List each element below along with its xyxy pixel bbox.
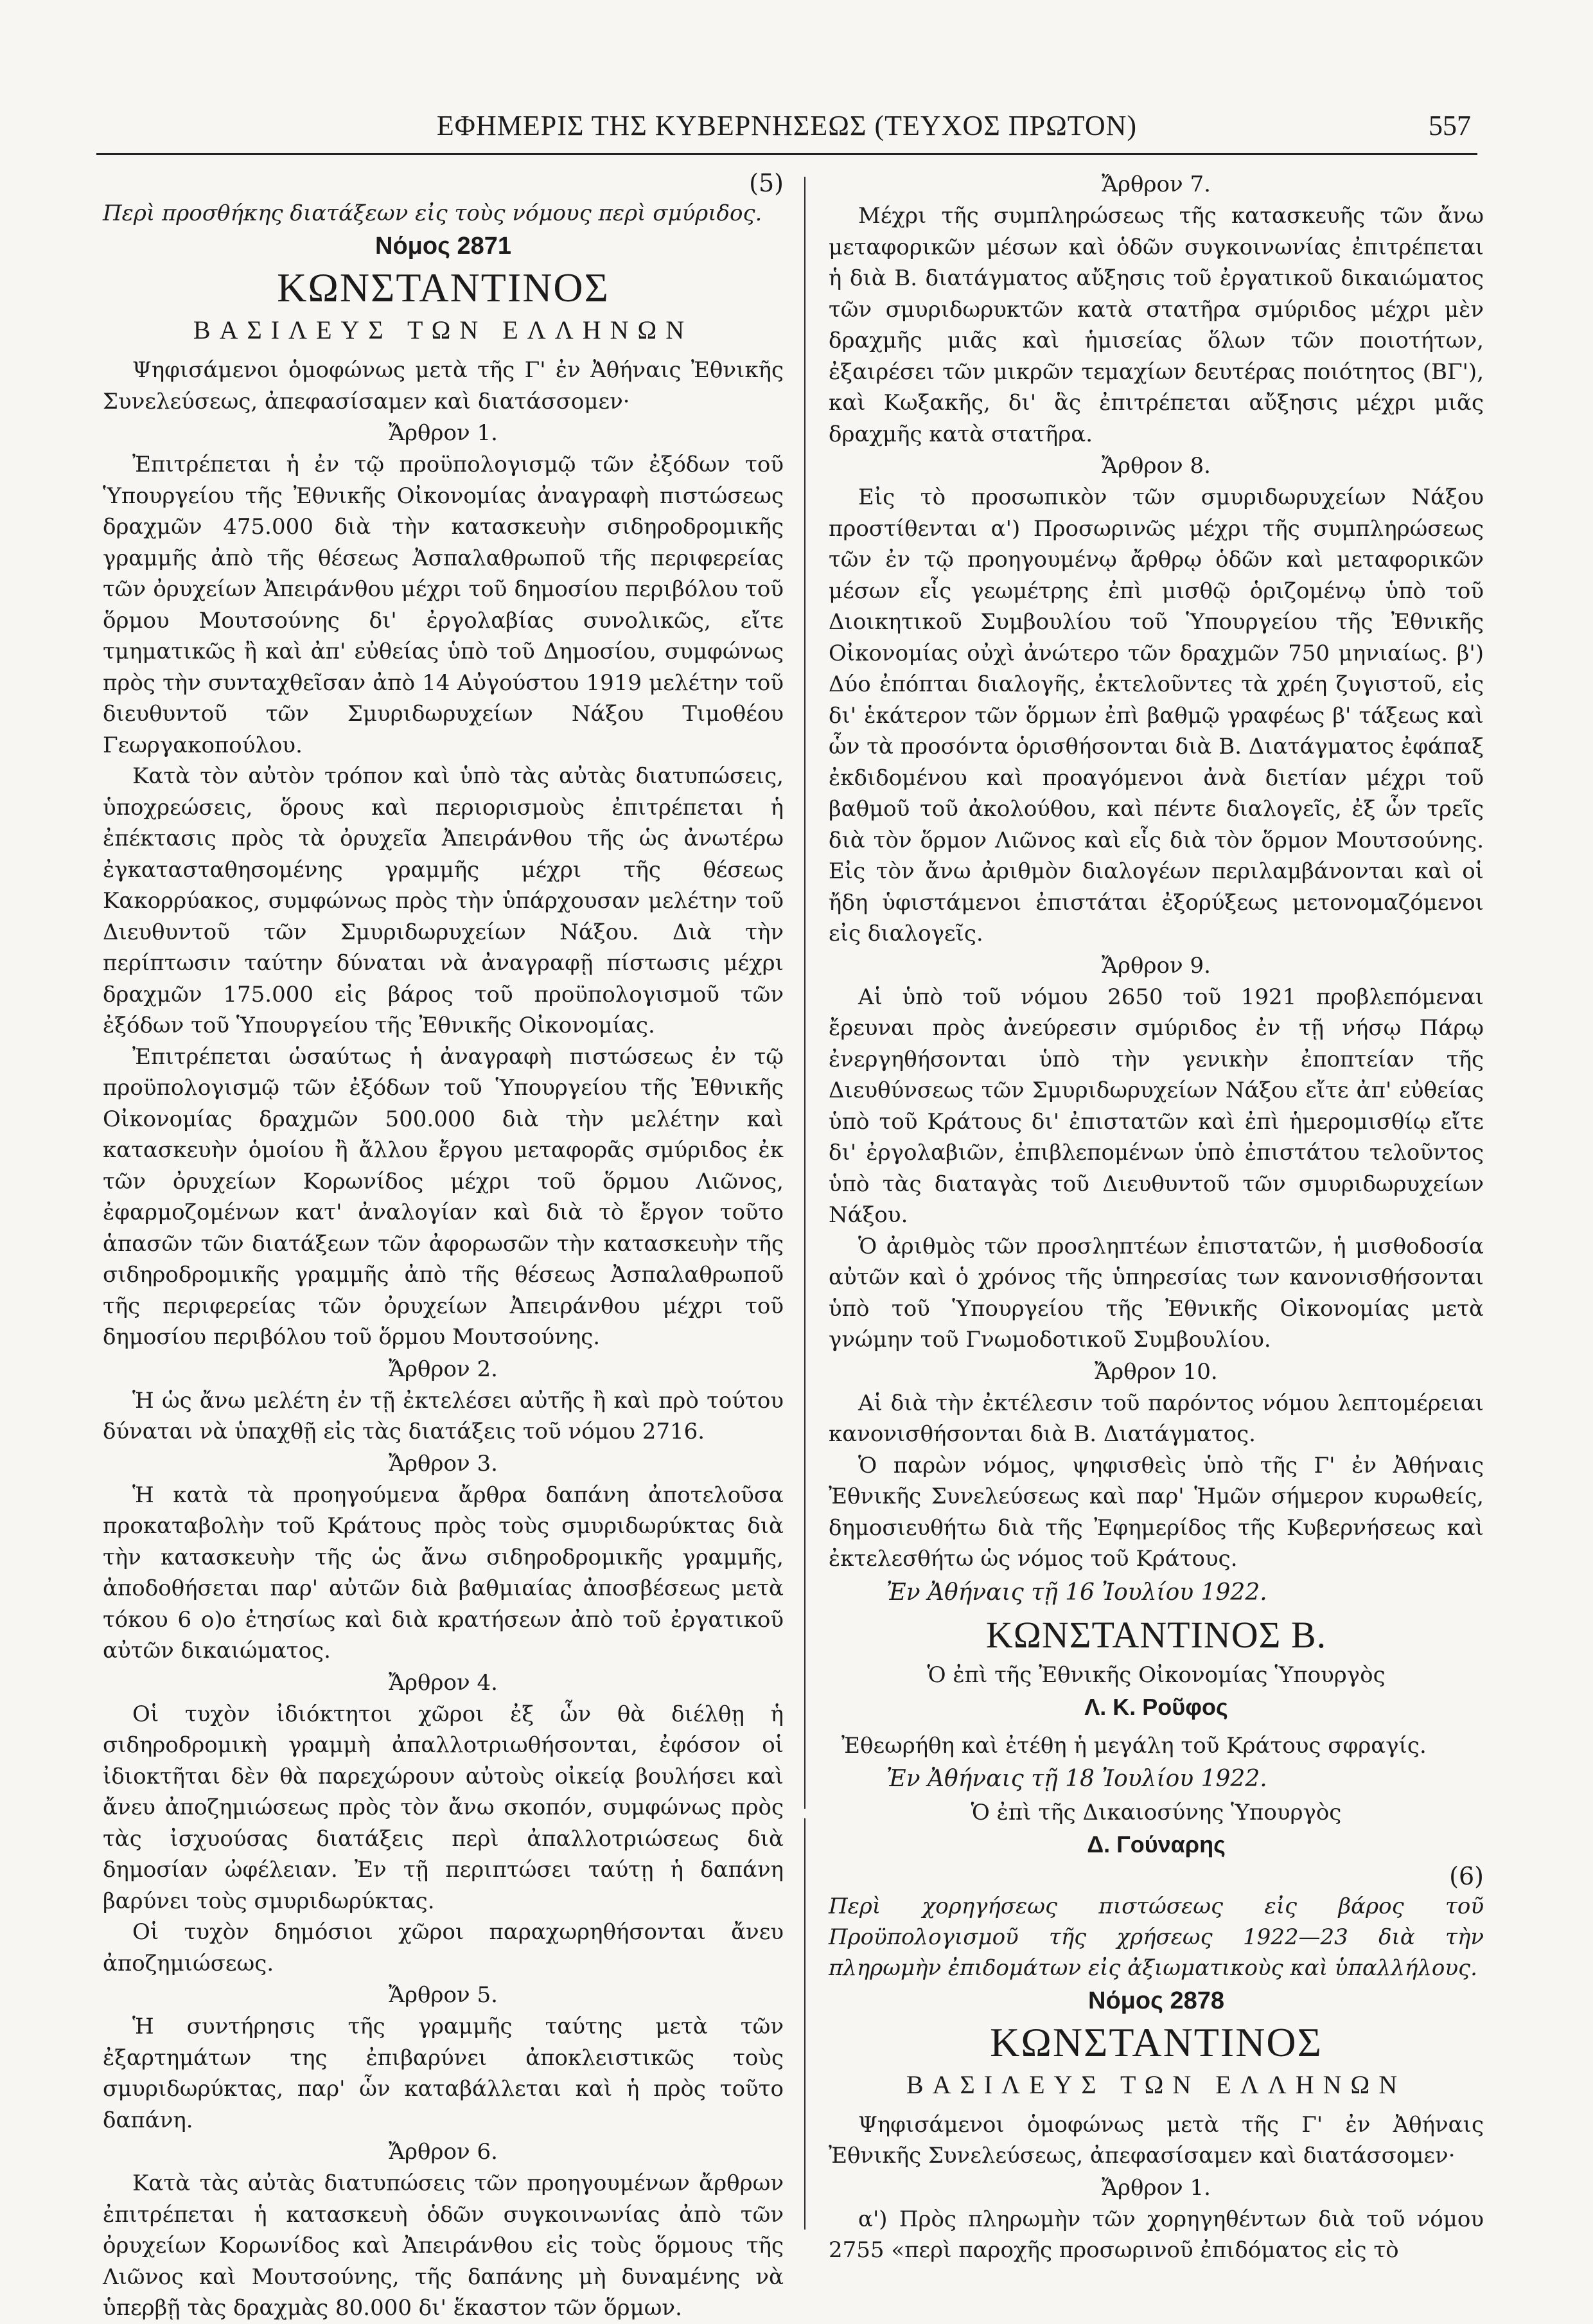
law-number: Νόμος 2871 — [375, 233, 511, 260]
column-divider — [804, 177, 805, 1809]
article-heading: Ἄρθρον 8. — [1102, 453, 1211, 479]
right-column — [829, 168, 1484, 2266]
preamble: Ψηφισάμενοι ὁμοφώνως μετὰ τῆς Γ' ἐν Ἀθήναις Ἐθνικῆς Συνελεύσεως, ἀπεφασίσαμεν καὶ διατάσσομεν· — [829, 2111, 1484, 2169]
signature-name: Λ. Κ. Ροῦφος — [1084, 1693, 1228, 1720]
header-rule — [96, 153, 1477, 155]
article-paragraph: Ἡ συντήρησις τῆς γραμμῆς ταύτης μετὰ τῶν ἐξαρτημάτων της ἐπιβαρύνει ἀποκλειστικῶς τοὺς σμυριδωρύκτας, παρ' ὧν καταβάλλεται καὶ ἡ πρὸς τοῦτο δαπάνη. — [103, 2014, 784, 2133]
king-name: ΚΩΝΣΤΑΝΤΙΝΟΣ — [990, 2019, 1323, 2065]
article-paragraph: Αἱ διὰ τὴν ἐκτέλεσιν τοῦ παρόντος νόμου λεπτομέρειαι κανονισθήσονται διὰ Β. Διατάγματος. — [829, 1390, 1484, 1447]
article-paragraph: Ἡ ὡς ἄνω μελέτη ἐν τῇ ἐκτελέσει αὐτῆς ἢ καὶ πρὸ τούτου δύναται νὰ ὑπαχθῇ εἰς τὰς διατάξεις τοῦ νόμου 2716. — [103, 1387, 784, 1444]
page-header — [103, 109, 1471, 148]
article-paragraph: Μέχρι τῆς συμπληρώσεως τῆς κατασκευῆς τῶν ἄνω μεταφορικῶν μέσων καὶ ὁδῶν συγκοινωνίας ἐπιτρέπεται ἡ διὰ Β. διατάγματος αὔξησις τοῦ ἐργατικοῦ δικαιώματος τῶν σμυριδωρυκτῶν κατὰ στατῆρα σμύριδος μέχρι μὲν δραχμῆς μιᾶς καὶ ἡμισείας ὅλων τῶν ποιοτήτων, ἐξαιρέσει τῶν μικρῶν τεμαχίων δευτέρας ποιότητος (ΒΓ'), καὶ Κωξακῆς, δι' ἃς ἐπιτρέπεται αὔξησις μέχρι μιᾶς δραχμῆς κατὰ στατῆρα. — [829, 203, 1484, 447]
article-paragraph: Οἱ τυχὸν δημόσιοι χῶροι παραχωρηθήσονται ἄνευ ἀποζημιώσεως. — [103, 1919, 784, 1976]
signature-name: Δ. Γούναρης — [1087, 1831, 1226, 1858]
column-divider-lower — [804, 1818, 805, 2230]
article-heading: Ἄρθρον 1. — [1102, 2174, 1211, 2201]
article-heading: Ἄρθρον 3. — [389, 1450, 498, 1477]
page-number: 557 — [1429, 110, 1471, 141]
article-heading: Ἄρθρον 1. — [389, 420, 498, 446]
decree-number: (6) — [1449, 1861, 1484, 1890]
seal-statement: Ἐθεωρήθη καὶ ἐτέθη ἡ μεγάλη τοῦ Κράτους σφραγίς. — [841, 1732, 1427, 1759]
article-paragraph: Ἐπιτρέπεται ὡσαύτως ἡ ἀναγραφὴ πιστώσεως ἐν τῷ προϋπολογισμῷ τῶν ἐξόδων τοῦ Ὑπουργείου τῆς Ἐθνικῆς Οἰκονομίας δραχμῶν 500.000 διὰ τὴν μελέτην καὶ κατασκευὴν ὁμοίου ἢ ἄλλου ἔργου μεταφορᾶς σμύριδος ἐκ τῶν ὀρυχείων Κορωνίδος μέχρι τοῦ ὅρμου Λιῶνος, ἐφαρμοζομένων κατ' ἀναλογίαν καὶ διὰ τὸ ἔργον τοῦτο ἁπασῶν τῶν διατάξεων τῶν ἀφορωσῶν τὴν κατασκευὴν τῆς σιδηροδρομικῆς γραμμῆς ἀπὸ τῆς θέσεως Ἀσπαλαθρωποῦ τῆς περιφερείας τῶν ὀρυχείων Ἀπειράνθου μέχρι τοῦ δημοσίου περιβόλου τοῦ ὅρμου Μουτσούνης. — [103, 1043, 784, 1350]
article-paragraph: Εἰς τὸ προσωπικὸν τῶν σμυριδωρυχείων Νάξου προστίθενται α') Προσωρινῶς μέχρι τῆς συμπληρώσεως τῶν ἐν τῷ προηγουμένῳ ἄρθρῳ ὁδῶν καὶ μεταφορικῶν μέσων εἷς γεωμέτρης ἐπὶ μισθῷ ὁριζομένῳ ὑπὸ τοῦ Διοικητικοῦ Συμβουλίου τοῦ Ὑπουργείου τῆς Ἐθνικῆς Οἰκονομίας οὐχὶ ἀνώτερο τῶν δραχμῶν 750 μηνιαίως. β') Δύο ἐπόπται διαλογῆς, ἐκτελοῦντες τὰ χρέη ζυγιστοῦ, εἰς δι' ἑκάτερον τῶν ὅρμων ἐπὶ βαθμῷ γραφέως β' τάξεως καὶ ὧν τὰ προσόντα ὁρισθήσονται διὰ Β. Διατάγματος ἐφάπαξ ἐκδιδομένου καὶ προαγόμενοι ἀνὰ διετίαν μέχρι τοῦ βαθμοῦ τοῦ ἀκολούθου, καὶ πέντε διαλογεῖς, ἐξ ὧν τρεῖς διὰ τὸν ὅρμον Λιῶνος καὶ εἷς διὰ τὸν ὅρμον Μουτσούνης. Εἰς τὸν ἄνω ἀριθμὸν διαλογέων περιλαμβάνονται καὶ οἱ ἤδη ὑφιστάμενοι ἐπιστάται ἐξορύξεως μετονομαζόμενοι εἰς διαλογεῖς. — [829, 484, 1484, 946]
article-paragraph: Κατὰ τὸν αὐτὸν τρόπον καὶ ὑπὸ τὰς αὐτὰς διατυπώσεις, ὑποχρεώσεις, ὅρους καὶ περιορισμοὺς ἐπιτρέπεται ἡ ἐπέκτασις πρὸς τὰ ὀρυχεῖα Ἀπειράνθου τῆς ὡς ἀνωτέρω ἐγκατασταθησομένης γραμμῆς μέχρι τῆς θέσεως Κακορρύακος, συμφώνως πρὸς τὴν ὑπάρχουσαν μελέτην τοῦ Διευθυντοῦ τῶν Σμυριδωρυχείων Νάξου. Διὰ τὴν περίπτωσιν ταύτην δύναται νὰ ἀναγραφῇ πίστωσις μέχρι δραχμῶν 175.000 εἰς βάρος τοῦ προϋπολογισμοῦ τῶν ἐξόδων τοῦ Ὑπουργείου τῆς Ἐθνικῆς Οἰκονομίας. — [103, 763, 784, 1038]
signature-king: ΚΩΝΣΤΑΝΤΙΝΟΣ Β. — [985, 1613, 1327, 1656]
article-paragraph: Κατὰ τὰς αὐτὰς διατυπώσεις τῶν προηγουμένων ἄρθρων ἐπιτρέπεται ἡ κατασκευὴ ὁδῶν συγκοινωνίας ἀπὸ τῶν ὀρυχείων Κορωνίδος καὶ Ἀπειράνθου εἰς τοὺς ὅρμους τῆς Λιῶνος καὶ Μουτσούνης, τῆς δαπάνης μὴ δυναμένης νὰ ὑπερβῇ τὰς δραχμὰς 80.000 δι' ἕκαστον τῶν ὅρμων. — [103, 2170, 784, 2321]
article-paragraph: Οἱ τυχὸν ἰδιόκτητοι χῶροι ἐξ ὧν θὰ διέλθῃ ἡ σιδηροδρομικὴ γραμμὴ ἀπαλλοτριωθήσονται, ἐφόσον οἱ ἰδιοκτῆται δὲν θὰ παρεχώρουν αὐτοὺς οἰκείᾳ βουλήσει καὶ ἄνευ ἀποζημιώσεως πρὸς τὸν ἄνω σκοπόν, συμφώνως πρὸς τὰς ἰσχυούσας διατάξεις περὶ ἀπαλλοτριώσεως διὰ δημοσίαν ὠφέλειαν. Ἐν τῇ περιπτώσει ταύτῃ ἡ δαπάνη βαρύνει τοὺς σμυριδωρύκτας. — [103, 1701, 784, 1914]
king-name: ΚΩΝΣΤΑΝΤΙΝΟΣ — [277, 265, 610, 310]
article-heading: Ἄρθρον 2. — [389, 1356, 498, 1382]
article-heading: Ἄρθρον 7. — [1102, 172, 1211, 197]
article-heading: Ἄρθρον 6. — [389, 2139, 498, 2165]
signature-role: Ὁ ἐπὶ τῆς Ἐθνικῆς Οἰκονομίας Ὑπουργὸς — [927, 1662, 1386, 1688]
article-paragraph: Ἡ κατὰ τὰ προηγούμενα ἄρθρα δαπάνη ἀποτελοῦσα προκαταβολὴν τοῦ Κράτους πρὸς τοὺς σμυριδωρύκτας διὰ τὴν κατασκευὴν τῆς ὡς ἄνω σιδηροδρομικῆς γραμμῆς, ἀποδοθήσεται παρ' αὐτῶν διὰ βαθμιαίας ἀποσβέσεως μετὰ τόκου 6 ο)ο ἐτησίως καὶ διὰ κρατήσεων ἀπὸ τοῦ ἐργατικοῦ αὐτῶν δικαιώματος. — [103, 1482, 784, 1663]
signature-date: Ἐν Ἀθήναις τῇ 16 Ἰουλίου 1922. — [886, 1579, 1267, 1606]
signature-date: Ἐν Ἀθήναις τῇ 18 Ἰουλίου 1922. — [886, 1765, 1267, 1792]
article-heading: Ἄρθρον 9. — [1102, 952, 1211, 979]
king-title: ΒΑΣΙΛΕΥΣ ΤΩΝ ΕΛΛΗΝΩΝ — [906, 2070, 1407, 2099]
decree-subject: Περὶ χορηγήσεως πιστώσεως εἰς βάρος τοῦ Προϋπολογισμοῦ τῆς χρήσεως 1922—23 διὰ τὴν πληρωμὴν ἐπιδομάτων εἰς ἀξιωματικοὺς καὶ ὑπαλλήλους. — [829, 1893, 1484, 1981]
article-paragraph: Ἐπιτρέπεται ἡ ἐν τῷ προϋπολογισμῷ τῶν ἐξόδων τοῦ Ὑπουργείου τῆς Ἐθνικῆς Οἰκονομίας ἀναγραφὴ πιστώσεως δραχμῶν 475.000 διὰ τὴν κατασκευὴν σιδηροδρομικῆς γραμμῆς ἀπὸ τῆς θέσεως Ἀσπαλαθρωποῦ τῆς περιφερείας τῶν ὀρυχείων Ἀπειράνθου μέχρι τοῦ δημοσίου περιβόλου τοῦ ὅρμου Μουτσούνης δι' ἐργολαβίας συνολικῶς, εἴτε τμηματικῶς ἢ καὶ ἀπ' εὐθείας ὑπὸ τοῦ Δημοσίου, συμφώνως πρὸς τὴν συνταχθεῖσαν ἀπὸ 14 Αὐγούστου 1919 μελέτην τοῦ διευθυντοῦ τῶν Σμυριδωρυχείων Νάξου Τιμοθέου Γεωργακοπούλου. — [103, 452, 784, 758]
law-number: Νόμος 2878 — [1088, 1987, 1224, 2014]
decree-subject: Περὶ προσθήκης διατάξεων εἰς τοὺς νόμους περὶ σμύριδος. — [103, 200, 762, 226]
article-heading: Ἄρθρον 4. — [389, 1669, 498, 1696]
signature-role: Ὁ ἐπὶ τῆς Δικαιοσύνης Ὑπουργὸς — [971, 1799, 1342, 1825]
article-paragraph: Αἱ ὑπὸ τοῦ νόμου 2650 τοῦ 1921 προβλεπόμεναι ἔρευναι πρὸς ἀνεύρεσιν σμύριδος ἐν τῇ νήσῳ Πάρῳ ἐνεργηθήσονται ὑπὸ τὴν γενικὴν ἐποπτείαν τῆς Διευθύνσεως τῶν Σμυριδωρυχείων Νάξου εἴτε ἀπ' εὐθείας ὑπὸ τοῦ Κράτους δι' ἐπιστατῶν καὶ ἐπὶ ἡμερομισθίῳ εἴτε δι' ἐργολαβιῶν, ἐπιβλεπομένων ὑπὸ ἐπιστάτου τελοῦντος ὑπὸ τὰς διαταγὰς τοῦ Διευθυντοῦ τῶν σμυριδωρυχείων Νάξου. — [829, 984, 1484, 1228]
decree-number: (5) — [749, 169, 784, 197]
king-title: ΒΑΣΙΛΕΥΣ ΤΩΝ ΕΛΛΗΝΩΝ — [193, 315, 694, 344]
preamble: Ψηφισάμενοι ὁμοφώνως μετὰ τῆς Γ' ἐν Ἀθήναις Ἐθνικῆς Συνελεύσεως, ἀπεφασίσαμεν καὶ διατάσσομεν· — [103, 357, 784, 414]
article-heading: Ἄρθρον 10. — [1095, 1358, 1218, 1385]
gazette-title: ΕΦΗΜΕΡΙΣ ΤΗΣ ΚΥΒΕΡΝΗΣΕΩΣ (ΤΕΥΧΟΣ ΠΡΩΤΟΝ) — [436, 110, 1138, 141]
article-heading: Ἄρθρον 5. — [389, 1982, 498, 2008]
article-paragraph: α') Πρὸς πληρωμὴν τῶν χορηγηθέντων διὰ τοῦ νόμου 2755 «περὶ παροχῆς προσωρινοῦ ἐπιδόματος εἰς τὸ — [829, 2206, 1484, 2263]
article-paragraph: Ὁ ἀριθμὸς τῶν προσληπτέων ἐπιστατῶν, ἡ μισθοδοσία αὐτῶν καὶ ὁ χρόνος τῆς ὑπηρεσίας των κανονισθήσονται ὑπὸ τοῦ Ὑπουργείου τῆς Ἐθνικῆς Οἰκονομίας μετὰ γνώμην τοῦ Γνωμοδοτικοῦ Συμβουλίου. — [829, 1233, 1484, 1353]
article-paragraph: Ὁ παρὼν νόμος, ψηφισθεὶς ὑπὸ τῆς Γ' ἐν Ἀθήναις Ἐθνικῆς Συνελεύσεως καὶ παρ' Ἡμῶν σήμερον κυρωθείς, δημοσιευθήτω διὰ τῆς Ἐφημερίδος τῆς Κυβερνήσεως καὶ ἐκτελεσθήτω ὡς νόμος τοῦ Κράτους. — [829, 1452, 1484, 1572]
left-column — [103, 168, 784, 2324]
